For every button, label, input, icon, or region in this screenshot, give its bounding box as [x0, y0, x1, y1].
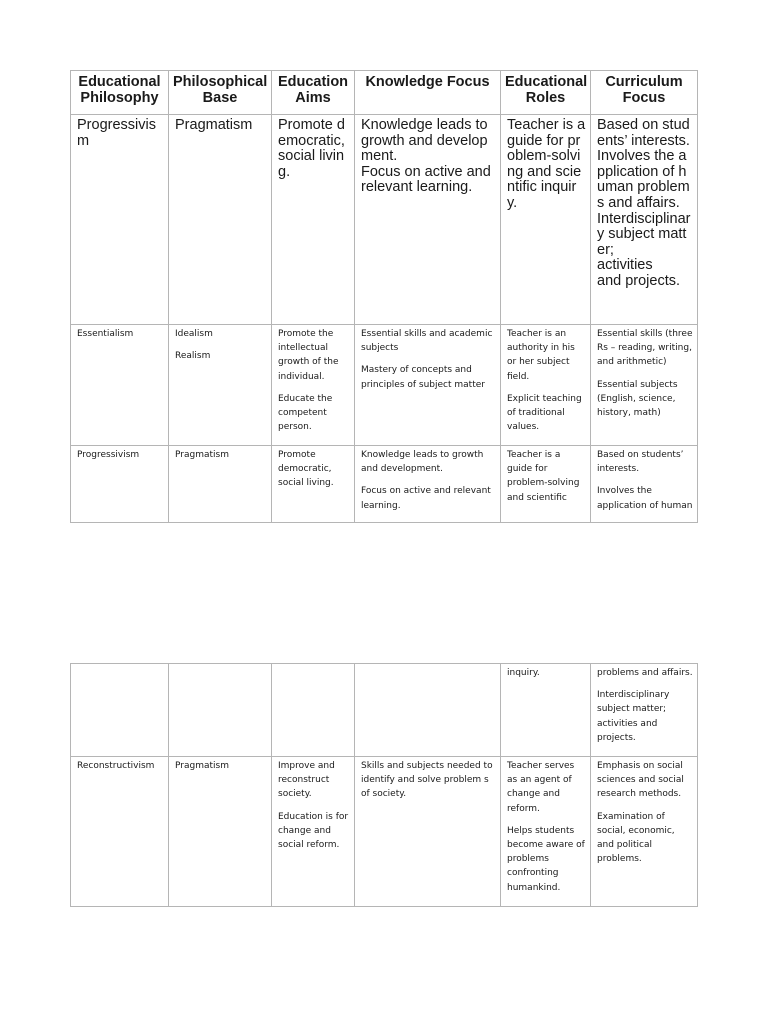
cell-base: [169, 325, 272, 446]
cell-text: Pragmatism: [175, 450, 229, 460]
cell-text: Involves the application of human: [597, 486, 693, 511]
table-row-reconstructivism: [71, 757, 698, 907]
cell-text: Teacher is a guide for problem-solving and scientific: [507, 450, 580, 503]
cell-roles: [501, 757, 591, 907]
cell-text: Teacher serves as an agent of change and reform.: [507, 761, 575, 814]
cell-curriculum: [591, 115, 698, 325]
cell-text: Knowledge leads to growth and development.: [361, 117, 488, 165]
cell-text: Explicit teaching of traditional values.: [507, 393, 582, 433]
cell-text: Focus on active and relevant learning.: [361, 163, 491, 196]
cell-text: Focus on active and relevant learning.: [361, 486, 491, 511]
cell-aims: [272, 325, 355, 446]
cell-text: Skills and subjects needed to identify and solve problem s of society.: [361, 761, 493, 800]
cell-text: Improve and reconstruct society.: [278, 761, 335, 800]
cell-roles: [501, 664, 591, 757]
cell-text: Pragmatism: [175, 117, 253, 133]
cell-knowledge: [355, 325, 501, 446]
header-education-aims: Education Aims: [272, 71, 355, 115]
philosophy-table-page-2: [70, 663, 698, 907]
cell-roles: [501, 446, 591, 523]
cell-curriculum: [591, 325, 698, 446]
header-educational-roles: Educational Roles: [501, 71, 591, 115]
cell-text: Educate the competent person.: [278, 393, 333, 433]
cell-text: Interdisciplinary subject matter; activities and projects.: [597, 690, 670, 743]
table-row-progressivism: [71, 115, 698, 325]
cell-text: Essential subjects (English, science, history, math): [597, 379, 678, 419]
cell-curriculum: [591, 757, 698, 907]
cell-text: Essentialism: [77, 329, 134, 339]
cell-roles: [501, 325, 591, 446]
cell-text: Examination of social, economic, and political problems.: [597, 811, 675, 865]
cell-philosophy: [71, 325, 169, 446]
cell-aims: [272, 757, 355, 907]
cell-text: Based on students’ interests.: [597, 117, 690, 149]
cell-knowledge: [355, 664, 501, 757]
cell-philosophy: [71, 664, 169, 757]
cell-text: Essential skills and academic subjects: [361, 329, 493, 354]
cell-curriculum: [591, 446, 698, 523]
cell-philosophy: [71, 757, 169, 907]
cell-text: Mastery of concepts and principles of subject matter: [361, 365, 485, 390]
header-curriculum-focus: Curriculum Focus: [591, 71, 698, 115]
cell-curriculum: [591, 664, 698, 757]
philosophy-table-page-1: [70, 70, 698, 523]
cell-aims: [272, 664, 355, 757]
cell-text: Teacher is an authority in his or her subject field.: [507, 329, 575, 382]
header-knowledge-focus: Knowledge Focus: [355, 71, 501, 115]
cell-text: Based on students’ interests.: [597, 450, 684, 475]
cell-base: [169, 115, 272, 325]
header-educational-philosophy: Educational Philosophy: [71, 71, 169, 115]
table-row-progressivism-continued: [71, 446, 698, 523]
cell-text: Promote the intellectual growth of the individual.: [278, 329, 339, 382]
cell-roles: [501, 115, 591, 325]
cell-text: Idealism: [175, 329, 213, 339]
cell-text: Essential skills (three Rs – reading, writing, and arithmetic): [597, 329, 693, 368]
cell-text: Promote democratic, social living.: [278, 117, 345, 180]
cell-aims: [272, 115, 355, 325]
cell-base: [169, 757, 272, 907]
cell-text: Emphasis on social sciences and social research methods.: [597, 761, 684, 800]
cell-base: [169, 664, 272, 757]
table-header-row: [71, 71, 698, 115]
cell-text: Realism: [175, 351, 211, 362]
header-philosophical-base: Philosophical Base: [169, 71, 272, 115]
cell-text: and projects.: [597, 272, 681, 289]
cell-text: Progressivism: [77, 117, 156, 149]
cell-text: Knowledge leads to growth and development.: [361, 450, 484, 475]
cell-text: Progressivism: [77, 450, 140, 460]
cell-aims: [272, 446, 355, 523]
cell-base: [169, 446, 272, 523]
cell-knowledge: [355, 446, 501, 523]
cell-text: Promote democratic, social living.: [278, 450, 334, 489]
cell-text: activities: [597, 257, 653, 274]
cell-text: Reconstructivism: [77, 761, 155, 771]
table-row-continuation: [71, 664, 698, 757]
cell-text: Interdisciplinary subject matter;: [597, 210, 691, 258]
table-row-essentialism: [71, 325, 698, 446]
cell-philosophy: [71, 115, 169, 325]
cell-text: Involves the application of human problems and affairs.: [597, 148, 690, 211]
cell-text: Teacher is a guide for problem-solving and scientific inquiry.: [507, 117, 586, 211]
cell-text: Helps students become aware of problems confronting humankind.: [507, 825, 585, 893]
cell-text: Pragmatism: [175, 761, 229, 771]
cell-knowledge: [355, 115, 501, 325]
cell-text: problems and affairs.: [597, 668, 693, 678]
cell-text: inquiry.: [507, 668, 540, 678]
cell-knowledge: [355, 757, 501, 907]
cell-philosophy: [71, 446, 169, 523]
cell-text: Education is for change and social reform.: [278, 811, 349, 851]
